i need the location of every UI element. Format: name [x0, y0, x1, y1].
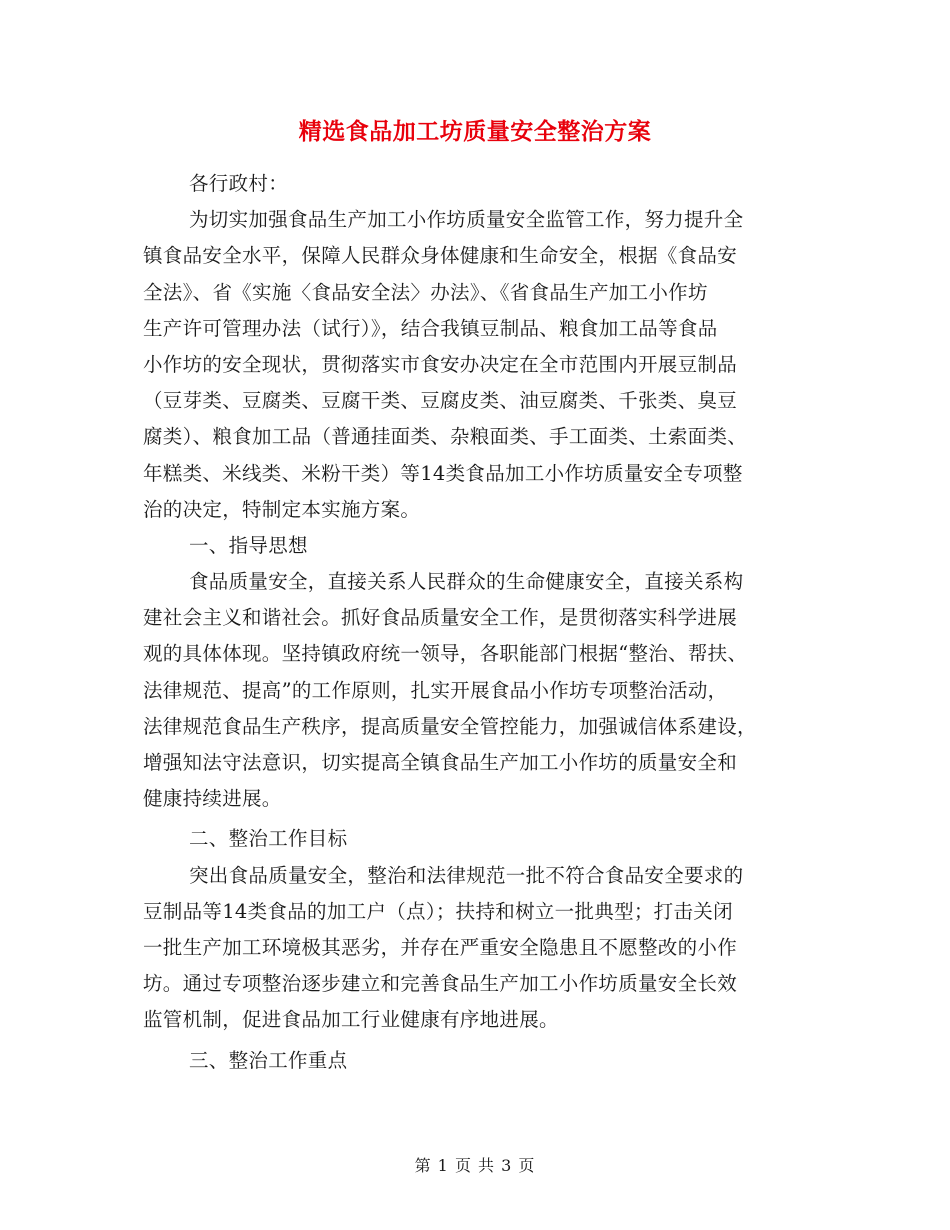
section2-paragraph: [143, 858, 815, 1039]
paragraph-line: 一批生产加工环境极其恶劣，并存在严重安全隐患且不愿整改的小作: [143, 935, 738, 959]
paragraph-line: 年糕类、米线类、米粉干类）等14类食品加工小作坊质量安全专项整: [143, 461, 743, 485]
paragraph-line: 镇食品安全水平，保障人民群众身体健康和生命安全，根据《食品安: [143, 244, 738, 268]
paragraph-line: 全法》、省《实施〈食品安全法〉办法》、《省食品生产加工小作坊: [143, 280, 708, 304]
paragraph-line: 治的决定，特制定本实施方案。: [143, 497, 421, 521]
document-title: 精选食品加工坊质量安全整治方案: [298, 118, 652, 145]
paragraph-line: 食品质量安全，直接关系人民群众的生命健康安全，直接关系构: [189, 570, 744, 594]
page-number: 第 1 页 共 3 页: [414, 1156, 536, 1175]
salutation: 各行政村：: [189, 172, 289, 195]
paragraph-line: 腐类）、粮食加工品（普通挂面类、杂粮面类、手工面类、土索面类、: [143, 425, 748, 449]
paragraph-line: 突出食品质量安全，整治和法律规范一批不符合食品安全要求的: [189, 863, 744, 887]
paragraph-line: 健康持续进展。: [143, 787, 282, 811]
section1-paragraph: [143, 564, 815, 817]
section-heading-guiding-ideology: 一、指导思想: [189, 533, 308, 557]
paragraph-line: 建社会主义和谐社会。抓好食品质量安全工作，是贯彻落实科学进展: [143, 606, 738, 630]
paragraph-line: 为切实加强食品生产加工小作坊质量安全监管工作，努力提升全: [189, 208, 744, 232]
paragraph-line: 法律规范、提高”的工作原则，扎实开展食品小作坊专项整治活动，: [143, 678, 728, 702]
paragraph-line: 增强知法守法意识，切实提高全镇食品生产加工小作坊的质量安全和: [143, 751, 738, 774]
intro-paragraph: [143, 202, 815, 528]
paragraph-line: 豆制品等14类食品的加工户（点）；扶持和树立一批典型；打击关闭: [143, 899, 733, 923]
section-heading-goals: 二、整治工作目标: [189, 827, 348, 851]
paragraph-line: 小作坊的安全现状，贯彻落实市食安办决定在全市范围内开展豆制品: [143, 352, 738, 376]
paragraph-line: 坊。通过专项整治逐步建立和完善食品生产加工小作坊质量安全长效: [143, 972, 738, 996]
paragraph-line: 监管机制，促进食品加工行业健康有序地进展。: [143, 1008, 559, 1032]
document-body: [143, 166, 815, 1079]
paragraph-line: 观的具体体现。坚持镇政府统一领导，各职能部门根据“整治、帮扶、: [143, 642, 748, 666]
section-heading-key-points: 三、整治工作重点: [189, 1048, 348, 1072]
paragraph-line: （豆芽类、豆腐类、豆腐干类、豆腐皮类、油豆腐类、千张类、臭豆: [143, 389, 738, 413]
paragraph-line: 生产许可管理办法（试行）》，结合我镇豆制品、粮食加工品等食品: [143, 316, 718, 340]
paragraph-line: 法律规范食品生产秩序，提高质量安全管控能力，加强诚信体系建设，: [143, 714, 757, 738]
